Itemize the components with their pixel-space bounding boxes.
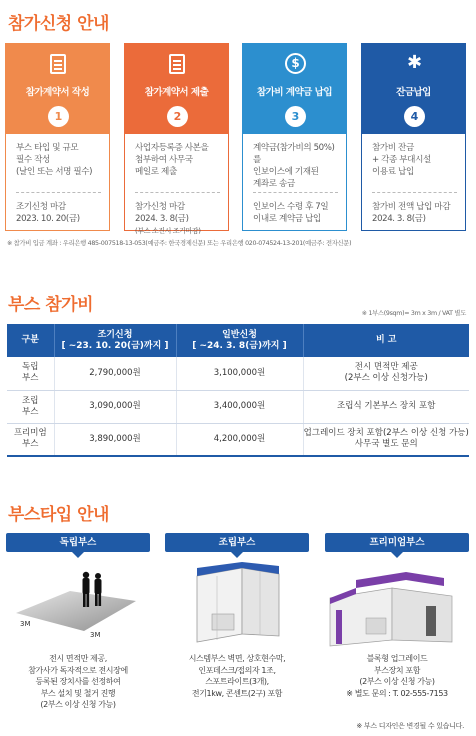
step-title: 잔금납입 xyxy=(396,87,431,98)
desc-line: 시스템부스 벽면, 상호현수막, xyxy=(188,654,286,663)
desc-line: 등록된 장치사를 선정하여 xyxy=(35,677,121,686)
desc-line: 블록형 업그레이드 xyxy=(366,654,428,663)
step-desc-line: 참가비 잔금 xyxy=(372,143,414,153)
cell-early-price: 2,790,000원 xyxy=(54,357,176,390)
dimension-label: 3M xyxy=(90,631,101,639)
premium-booth-illustration xyxy=(326,570,460,650)
tab-shell-booth: 조립부스 xyxy=(165,533,309,552)
section-title-application: 참가신청 안내 xyxy=(8,14,109,34)
header-early xyxy=(54,324,176,357)
network-icon: ✱ xyxy=(406,52,423,73)
table-row xyxy=(7,357,469,390)
desc-line: 부스장치 포함 xyxy=(373,665,421,675)
tab-premium-booth: 프리미엄부스 xyxy=(325,533,469,552)
document-icon xyxy=(169,54,185,74)
desc-line: (2부스 이상 신청 가능) xyxy=(40,700,116,709)
step-title: 참가비 계약금 납입 xyxy=(256,87,333,98)
step-desc-line: (날인 또는 서명 필수) xyxy=(16,167,93,177)
desc-line: 참가사가 독자적으로 전시장에 xyxy=(28,665,128,675)
step-card-2 xyxy=(124,43,229,235)
header-type: 구분 xyxy=(7,324,54,357)
header-early-label: 조기신청 xyxy=(97,329,133,340)
step-card-4 xyxy=(361,43,466,231)
cell-type xyxy=(7,357,54,390)
step-desc-line: 계좌로 송금 xyxy=(253,179,295,189)
bank-account-note: ※ 참가비 입금 계좌 : 우리은행 485-007518-13-053(예금주: 한국경제신문) 또는 우리은행 020-074524-13-201(예금주: 전자신문) xyxy=(7,240,352,247)
step-deadline-date: 이내로 계약금 납입 xyxy=(253,214,321,224)
cell-type-line: 부스 xyxy=(22,406,39,417)
section-title-fee: 부스 참가비 xyxy=(8,295,94,315)
desc-line: (2부스 이상 신청 가능) xyxy=(359,677,435,686)
coin-icon: $ xyxy=(285,53,306,74)
step-card-1 xyxy=(5,43,110,231)
step-card-3 xyxy=(242,43,347,231)
floor-plane xyxy=(16,591,136,631)
design-change-footnote: ※ 부스 디자인은 변경될 수 있습니다. xyxy=(356,722,464,730)
premium-booth-desc xyxy=(322,653,472,699)
divider xyxy=(372,192,457,193)
step-desc-line: 필수 작성 xyxy=(16,155,50,165)
desc-line: 전시 면적만 제공, xyxy=(49,654,107,663)
desc-line: 부스 설치 및 철거 진행 xyxy=(40,688,116,698)
raw-space-illustration xyxy=(8,563,148,643)
header-normal xyxy=(176,324,303,357)
step-number: 4 xyxy=(404,106,425,127)
cell-normal-price: 3,100,000원 xyxy=(176,357,303,390)
header-remark: 비 고 xyxy=(303,324,469,357)
cell-early-price: 3,890,000원 xyxy=(54,423,176,456)
cell-remark-line: (2부스 이상 신청가능) xyxy=(344,373,428,384)
header-early-period: [ ~23. 10. 20(금)까지 ] xyxy=(61,340,169,351)
tab-raw-space-booth: 독립부스 xyxy=(6,533,150,552)
shell-booth-illustration xyxy=(187,562,287,648)
cell-normal-price: 4,200,000원 xyxy=(176,423,303,456)
booth-size-note: ※ 1부스(9sqm)= 3m x 3m / VAT 별도 xyxy=(361,310,466,317)
step-desc-line: 인보이스에 기재된 xyxy=(253,167,319,177)
step-deadline: 조기신청 마감 xyxy=(16,202,66,212)
step-desc-line: 사업자등록증 사본을 xyxy=(135,143,209,153)
cell-type-line: 부스 xyxy=(22,373,39,384)
step-number: 2 xyxy=(167,106,188,127)
cell-type-line: 부스 xyxy=(22,439,39,450)
raw-space-desc xyxy=(3,653,153,711)
step-deadline-date: 2024. 3. 8(금) xyxy=(372,214,426,224)
step-deadline-note: (부스 소진시 조기마감) xyxy=(135,227,201,235)
step-deadline-date: 2023. 10. 20(금) xyxy=(16,214,80,224)
shell-booth-desc xyxy=(162,653,312,699)
desc-line: 전기1kw, 콘센트(2구) 포함 xyxy=(191,688,283,698)
step-title: 참가계약서 작성 xyxy=(25,87,90,98)
step-desc-line: 메일로 제출 xyxy=(135,167,177,177)
step-number: 3 xyxy=(285,106,306,127)
header-normal-label: 일반신청 xyxy=(222,329,257,340)
cell-remark xyxy=(303,357,469,390)
cell-remark-line: 조립식 기본부스 장치 포함 xyxy=(337,401,436,411)
cell-type xyxy=(7,390,54,423)
cell-remark-line: 전시 면적만 제공 xyxy=(354,362,418,373)
desc-line: 스포트라이트(3개), xyxy=(205,677,269,686)
step-deadline: 참가비 전액 납입 마감 xyxy=(372,202,451,212)
step-deadline-date: 2024. 3. 8(금) xyxy=(135,214,189,224)
document-icon xyxy=(50,54,66,74)
step-desc-line: 첨부하여 사무국 xyxy=(135,155,193,165)
step-desc-line: + 각종 부대시설 xyxy=(372,155,431,165)
table-row xyxy=(7,390,469,423)
cell-type-line: 프리미엄 xyxy=(13,428,47,439)
cell-type-line: 조립 xyxy=(22,395,39,406)
cell-normal-price: 3,400,000원 xyxy=(176,390,303,423)
step-deadline: 참가신청 마감 xyxy=(135,202,185,212)
step-desc-line: 이용료 납입 xyxy=(372,167,414,177)
info-desk xyxy=(212,614,234,630)
divider xyxy=(253,192,338,193)
cell-type xyxy=(7,423,54,456)
table-row xyxy=(7,423,469,456)
table-header-row xyxy=(7,324,469,357)
divider xyxy=(135,192,220,193)
cell-remark xyxy=(303,423,469,456)
desc-line: ※ 별도 문의 : T. 02-555-7153 xyxy=(346,688,448,698)
cell-remark xyxy=(303,390,469,423)
desc-line: 인포데스크/접의자 1조, xyxy=(198,665,276,675)
cell-remark-line: 사무국 별도 문의 xyxy=(354,439,418,450)
header-normal-period: [ ~24. 3. 8(금)까지 ] xyxy=(192,340,287,351)
step-desc-line: 부스 타입 및 규모 xyxy=(16,143,79,153)
dimension-label: 3M xyxy=(20,620,31,628)
cell-remark-line: 업그레이드 장치 포함(2부스 이상 신청 가능) xyxy=(303,428,469,439)
section-title-booth-types: 부스타입 안내 xyxy=(8,505,109,525)
divider xyxy=(16,192,101,193)
step-number: 1 xyxy=(48,106,69,127)
cell-type-line: 독립 xyxy=(22,362,39,373)
cell-early-price: 3,090,000원 xyxy=(54,390,176,423)
step-deadline: 인보이스 수령 후 7일 xyxy=(253,202,329,212)
fee-table xyxy=(7,324,469,457)
step-desc-line: 계약금(참가비의 50%)를 xyxy=(253,143,335,165)
step-title: 참가계약서 제출 xyxy=(144,87,209,98)
